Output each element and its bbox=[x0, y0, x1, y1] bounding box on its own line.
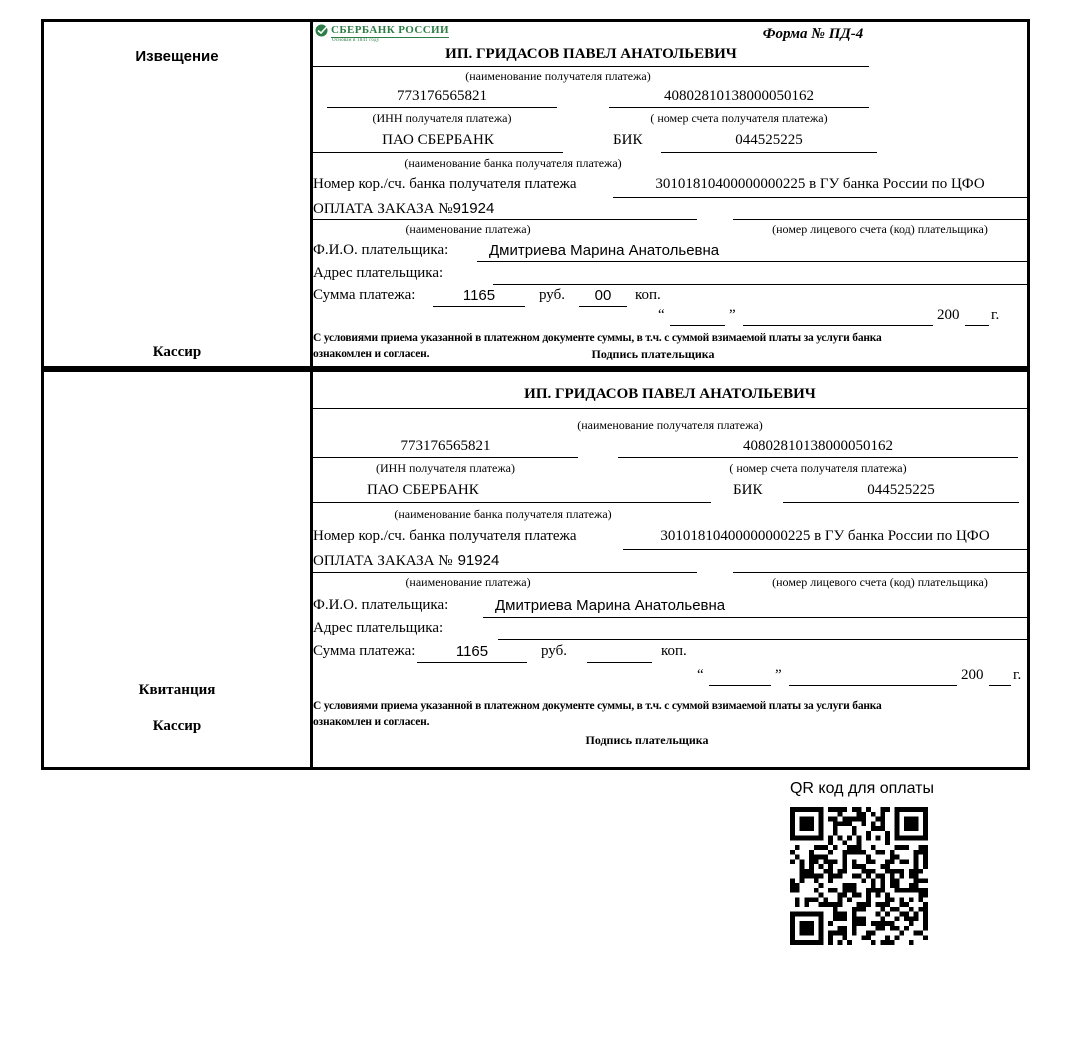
account-caption: ( номер счета получателя платежа) bbox=[729, 461, 907, 475]
receipt-content bbox=[313, 372, 1027, 767]
payment-underline bbox=[313, 219, 697, 220]
bank-name-value: ПАО СБЕРБАНК bbox=[313, 132, 563, 153]
cashier-label: Кассир bbox=[152, 718, 202, 734]
section-title-receipt: Квитанция bbox=[138, 682, 216, 698]
bank-logo-text: СБЕРБАНК РОССИИ bbox=[331, 24, 449, 36]
corr-account-label: Номер кор./сч. банка получателя платежа bbox=[313, 528, 577, 544]
sberbank-logo bbox=[315, 24, 449, 44]
date-open-quote: “ bbox=[697, 667, 704, 683]
payer-address-underline bbox=[498, 639, 1027, 640]
personal-account-caption: (номер лицевого счета (код) плательщика) bbox=[772, 222, 988, 236]
payer-fio-value: Дмитриева Марина Анатольевна bbox=[483, 597, 1027, 618]
date-close-quote: ” bbox=[729, 307, 736, 323]
cashier-label: Кассир bbox=[152, 344, 202, 360]
payer-fio-value: Дмитриева Марина Анатольевна bbox=[477, 242, 1027, 262]
date-day-underline bbox=[709, 685, 771, 686]
date-close-quote: ” bbox=[775, 667, 782, 683]
bik-value: 044525225 bbox=[783, 482, 1019, 503]
personal-account-underline bbox=[733, 572, 1027, 573]
inn-caption: (ИНН получателя платежа) bbox=[372, 111, 512, 125]
kop-label: коп. bbox=[661, 643, 687, 659]
signature-label: Подпись плательщика bbox=[591, 347, 715, 361]
notice-section bbox=[41, 19, 1030, 369]
payer-address-underline bbox=[493, 284, 1027, 285]
date-open-quote: “ bbox=[658, 307, 665, 323]
year-suffix: г. bbox=[991, 307, 1000, 323]
inn-value: 773176565821 bbox=[327, 88, 557, 108]
corr-account-value: 30101810400000000225 в ГУ банка России по ЦФО bbox=[623, 528, 1027, 550]
amount-label: Сумма платежа: bbox=[313, 287, 416, 303]
payment-caption: (наименование платежа) bbox=[405, 575, 531, 589]
amount-kop-value: 00 bbox=[579, 287, 627, 307]
amount-kop-value bbox=[587, 643, 652, 663]
corr-account-value: 30101810400000000225 в ГУ банка России по ЦФО bbox=[613, 176, 1027, 198]
receipt-section bbox=[41, 369, 1030, 770]
terms-line1: С условиями приема указанной в платежном документе суммы, в т.ч. с суммой взимаемой платы за услуги банка bbox=[313, 332, 882, 344]
notice-left-column bbox=[44, 22, 313, 366]
personal-account-underline bbox=[733, 219, 1027, 220]
payment-name-value bbox=[313, 552, 499, 570]
account-caption: ( номер счета получателя платежа) bbox=[650, 111, 828, 125]
payee-name-value: ИП. ГРИДАСОВ ПАВЕЛ АНАТОЛЬЕВИЧ bbox=[445, 46, 737, 62]
order-number: 91924 bbox=[457, 552, 500, 569]
terms-line2: ознакомлен и согласен. bbox=[313, 716, 430, 728]
payee-underline bbox=[313, 66, 869, 67]
bank-logo-tagline: Основан в 1841 году bbox=[332, 38, 380, 43]
notice-content bbox=[313, 22, 1027, 366]
year-underline bbox=[989, 685, 1011, 686]
bik-label: БИК bbox=[733, 482, 763, 498]
qr-caption: QR код для оплаты bbox=[789, 780, 934, 797]
payee-caption: (наименование получателя платежа) bbox=[465, 69, 651, 83]
year-prefix: 200 bbox=[937, 307, 960, 323]
payee-caption: (наименование получателя платежа) bbox=[577, 418, 763, 432]
bank-name-value: ПАО СБЕРБАНК bbox=[313, 482, 711, 503]
inn-caption: (ИНН получателя платежа) bbox=[376, 461, 515, 475]
payment-name-value bbox=[313, 200, 494, 218]
rub-label: руб. bbox=[539, 287, 565, 303]
account-value: 40802810138000050162 bbox=[609, 88, 869, 108]
section-title-notice: Извещение bbox=[135, 48, 219, 65]
payer-address-label: Адрес плательщика: bbox=[313, 265, 444, 281]
qr-code bbox=[790, 807, 928, 945]
personal-account-caption: (номер лицевого счета (код) плательщика) bbox=[772, 575, 988, 589]
kop-label: коп. bbox=[635, 287, 661, 303]
bik-label: БИК bbox=[613, 132, 643, 148]
year-suffix: г. bbox=[1013, 667, 1022, 683]
bank-caption: (наименование банка получателя платежа) bbox=[394, 507, 612, 521]
payment-name-prefix: ОПЛАТА ЗАКАЗА № bbox=[313, 201, 453, 217]
payer-fio-label: Ф.И.О. плательщика: bbox=[313, 242, 449, 258]
account-value: 40802810138000050162 bbox=[618, 438, 1018, 458]
rub-label: руб. bbox=[541, 643, 567, 659]
payee-name-value: ИП. ГРИДАСОВ ПАВЕЛ АНАТОЛЬЕВИЧ bbox=[524, 386, 816, 402]
payer-address-label: Адрес плательщика: bbox=[313, 620, 444, 636]
form-label: Форма № ПД-4 bbox=[762, 26, 864, 42]
payment-name-prefix: ОПЛАТА ЗАКАЗА № bbox=[313, 553, 453, 569]
date-month-underline bbox=[789, 685, 957, 686]
amount-rub-value: 1165 bbox=[433, 287, 525, 307]
signature-label: Подпись плательщика bbox=[585, 733, 709, 747]
bik-value: 044525225 bbox=[661, 132, 877, 153]
corr-account-label: Номер кор./сч. банка получателя платежа bbox=[313, 176, 577, 192]
order-number: 91924 bbox=[452, 200, 495, 217]
sberbank-emblem-icon bbox=[315, 24, 328, 37]
payment-caption: (наименование платежа) bbox=[405, 222, 531, 236]
date-month-underline bbox=[743, 325, 933, 326]
payment-underline bbox=[313, 572, 697, 573]
payer-fio-label: Ф.И.О. плательщика: bbox=[313, 597, 449, 613]
inn-value: 773176565821 bbox=[313, 438, 578, 458]
bank-caption: (наименование банка получателя платежа) bbox=[404, 156, 622, 170]
amount-label: Сумма платежа: bbox=[313, 643, 416, 659]
terms-line1: С условиями приема указанной в платежном документе суммы, в т.ч. с суммой взимаемой платы за услуги банка bbox=[313, 700, 882, 712]
payee-underline bbox=[313, 408, 1027, 409]
terms-line2: ознакомлен и согласен. bbox=[313, 348, 430, 360]
year-prefix: 200 bbox=[961, 667, 984, 683]
year-underline bbox=[965, 325, 989, 326]
receipt-left-column bbox=[44, 372, 313, 767]
date-day-underline bbox=[670, 325, 725, 326]
amount-rub-value: 1165 bbox=[417, 643, 527, 663]
